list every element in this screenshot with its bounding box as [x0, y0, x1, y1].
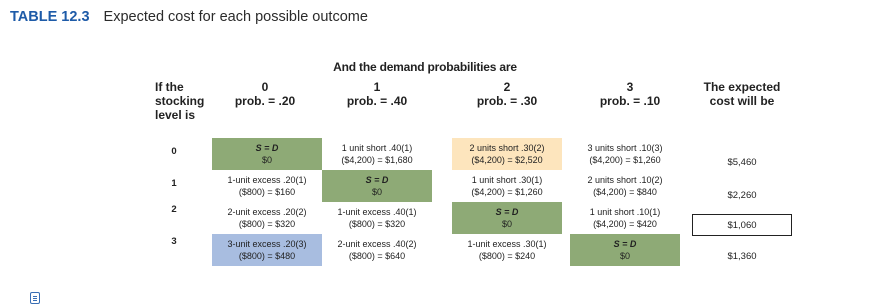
cell-line-2: $0: [619, 251, 630, 261]
cell-line-1: S = D: [613, 239, 637, 249]
cell-line-2: $0: [371, 187, 382, 197]
table-cell: [452, 170, 562, 202]
cell-line-2: ($4,200) = $1,680: [341, 155, 413, 165]
cell-line-2: ($4,200) = $1,260: [471, 187, 543, 197]
cell-line-1: 1-unit excess .30(1): [467, 239, 547, 249]
expected-cost-header: [692, 80, 792, 108]
column-header-demand-1: [322, 80, 432, 108]
cell-line-2: ($800) = $320: [348, 219, 406, 229]
table-cell: [452, 138, 562, 170]
expected-cost-value-highlighted: $1,060: [692, 214, 792, 236]
expected-cost-value: $1,360: [727, 250, 757, 262]
cell-line-2: ($4,200) = $2,520: [471, 155, 543, 165]
column-header-demand-3: [575, 80, 685, 108]
cell-line-1: 2 units short .10(2): [587, 175, 663, 185]
stub-header-line-1: If the: [155, 80, 184, 94]
cell-line-1: 1-unit excess .40(1): [337, 207, 417, 217]
demand-probability: prob. = .20: [234, 94, 296, 108]
row-label-level-2: 2: [171, 204, 177, 215]
expected-header-line-1: The expected: [703, 80, 781, 94]
demand-value: 1: [373, 80, 381, 94]
cell-line-2: ($800) = $160: [238, 187, 296, 197]
demand-value: 0: [261, 80, 269, 94]
document-icon[interactable]: [30, 292, 40, 304]
stub-header: [155, 80, 204, 122]
cell-line-1: 1-unit excess .20(1): [227, 175, 307, 185]
demand-probability: prob. = .10: [599, 94, 661, 108]
cell-line-2: ($4,200) = $1,260: [589, 155, 661, 165]
table-cell: [570, 202, 680, 234]
table-number: TABLE 12.3: [10, 9, 90, 25]
expected-header-line-2: cost will be: [709, 94, 775, 108]
cell-line-1: S = D: [365, 175, 389, 185]
table-cell: [212, 138, 322, 170]
cell-line-2: $0: [261, 155, 272, 165]
row-label-level-3: 3: [171, 236, 177, 247]
table-cell: [212, 202, 322, 234]
cell-line-1: S = D: [255, 143, 279, 153]
table-cell: [452, 234, 562, 266]
table-cell: [570, 234, 680, 266]
cell-line-1: 1 unit short .10(1): [589, 207, 661, 217]
stub-header-line-3: level is: [155, 108, 196, 122]
table-title: Expected cost for each possible outcome: [103, 9, 368, 25]
demand-probability: prob. = .30: [476, 94, 538, 108]
table-cell: [452, 202, 562, 234]
table-cell: [212, 170, 322, 202]
demand-probability: prob. = .40: [346, 94, 408, 108]
expected-cost-value: $5,460: [727, 156, 757, 168]
table-cell: [322, 202, 432, 234]
table-cell: [322, 138, 432, 170]
table-cell: [322, 170, 432, 202]
cell-line-1: 2-unit excess .20(2): [227, 207, 307, 217]
cell-line-1: 3-unit excess .20(3): [227, 239, 307, 249]
cell-line-2: ($800) = $480: [238, 251, 296, 261]
row-label-level-1: 1: [171, 178, 177, 189]
table-cell: [322, 234, 432, 266]
cell-line-1: 1 unit short .30(1): [471, 175, 543, 185]
column-header-demand-2: [452, 80, 562, 108]
table-cell: [212, 234, 322, 266]
demand-value: 2: [503, 80, 511, 94]
cell-line-2: ($800) = $640: [348, 251, 406, 261]
cell-line-1: 1 unit short .40(1): [341, 143, 413, 153]
cell-line-2: $0: [501, 219, 512, 229]
table-cell: [570, 138, 680, 170]
cell-line-1: 2-unit excess .40(2): [337, 239, 417, 249]
cell-line-1: 2 units short .30(2): [469, 143, 545, 153]
demand-value: 3: [626, 80, 634, 94]
cell-line-2: ($800) = $320: [238, 219, 296, 229]
table-caption: [10, 9, 368, 25]
row-label-level-0: 0: [171, 146, 177, 157]
expected-cost-value: $2,260: [727, 189, 757, 201]
cell-line-1: S = D: [495, 207, 519, 217]
cell-line-1: 3 units short .10(3): [587, 143, 663, 153]
column-superheader: And the demand probabilities are: [333, 60, 517, 74]
cell-line-2: ($4,200) = $840: [593, 187, 657, 197]
stub-header-line-2: stocking: [155, 94, 205, 108]
cell-line-2: ($4,200) = $420: [593, 219, 657, 229]
cell-line-2: ($800) = $240: [478, 251, 536, 261]
column-header-demand-0: [210, 80, 320, 108]
table-cell: [570, 170, 680, 202]
